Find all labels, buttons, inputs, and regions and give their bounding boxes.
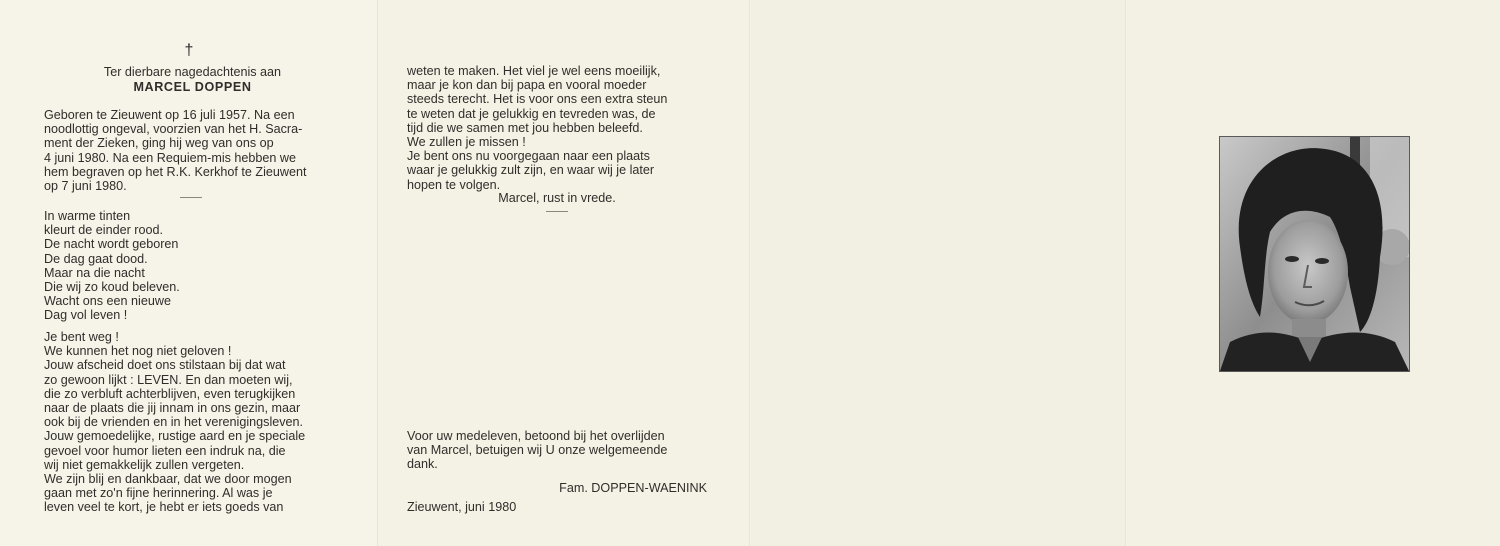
text-line: maar je kon dan bij papa en vooral moeder bbox=[407, 78, 647, 93]
cross-icon: † bbox=[184, 42, 194, 59]
text-line: naar de plaats die jij innam in ons gezin, maar bbox=[44, 401, 301, 416]
birth-text bbox=[44, 108, 344, 193]
text-line: steeds terecht. Het is voor ons een extra steun bbox=[407, 92, 668, 107]
text-line: hopen te volgen. bbox=[407, 177, 501, 192]
text-line: gevoel voor humor lieten een indruk na, die bbox=[44, 443, 286, 458]
poem-line: kleurt de einder rood. bbox=[44, 223, 164, 238]
fold-line bbox=[1125, 0, 1127, 546]
text-line: weten te maken. Het viel je wel eens moeilijk, bbox=[407, 64, 661, 78]
text-line: Geboren te Zieuwent op 16 juli 1957. Na een bbox=[44, 108, 295, 122]
text-line: wij niet gemakkelijk zullen vergeten. bbox=[44, 457, 245, 472]
text-line: noodlottig ongeval, voorzien van het H. Sacra- bbox=[44, 122, 303, 137]
text-line: dank. bbox=[407, 457, 438, 472]
farewell-text-continued bbox=[407, 64, 707, 192]
text-line: van Marcel, betuigen wij U onze welgemeende bbox=[407, 443, 668, 458]
poem-line: Die wij zo koud beleven. bbox=[44, 280, 180, 295]
text-line: Je bent ons nu voorgegaan naar een plaats bbox=[407, 149, 650, 164]
text-line: zo gewoon lijkt : LEVEN. En dan moeten wij, bbox=[44, 372, 293, 387]
poem-line: Maar na die nacht bbox=[44, 265, 145, 280]
text-line: gaan met zo'n fijne herinnering. Al was je bbox=[44, 486, 273, 501]
thanks-text bbox=[407, 429, 707, 472]
text-line: die zo verbluft achterblijven, even terugkijken bbox=[44, 386, 296, 401]
farewell-text bbox=[44, 330, 344, 515]
text-line: ook bij de vrienden en in het verenigingsleven. bbox=[44, 415, 304, 430]
text-line: ment der Zieken, ging hij weg van ons op bbox=[44, 136, 274, 151]
closing-line: Marcel, rust in vrede. bbox=[498, 191, 616, 205]
deceased-name: MARCEL DOPPEN bbox=[133, 80, 252, 94]
text-line: Jouw gemoedelijke, rustige aard en je speciale bbox=[44, 429, 306, 444]
text-line: 4 juni 1980. Na een Requiem-mis hebben we bbox=[44, 150, 297, 165]
family-signature: Fam. DOPPEN-WAENINK bbox=[559, 481, 707, 495]
text-line: We zullen je missen ! bbox=[407, 135, 526, 150]
fold-line bbox=[749, 0, 751, 546]
text-line: tijd die we samen met jou hebben beleefd. bbox=[407, 120, 643, 135]
poem-line: De nacht wordt geboren bbox=[44, 237, 179, 252]
poem-line: Dag vol leven ! bbox=[44, 308, 128, 323]
text-line: op 7 juni 1980. bbox=[44, 179, 127, 194]
place-date: Zieuwent, juni 1980 bbox=[407, 500, 517, 514]
portrait-photo bbox=[1220, 137, 1409, 371]
text-line: Je bent weg ! bbox=[44, 330, 119, 344]
text-line: Voor uw medeleven, betoond bij het overlijden bbox=[407, 429, 665, 443]
poem-line: De dag gaat dood. bbox=[44, 251, 148, 266]
text-line: waar je gelukkig zult zijn, en waar wij je later bbox=[407, 163, 655, 178]
text-line: We kunnen het nog niet geloven ! bbox=[44, 344, 232, 359]
divider bbox=[546, 211, 568, 212]
text-line: te weten dat je gelukkig en tevreden was, de bbox=[407, 106, 656, 121]
text-line: leven veel te kort, je hebt er iets goeds van bbox=[44, 500, 284, 515]
portrait-image bbox=[1220, 137, 1409, 371]
text-line: hem begraven op het R.K. Kerkhof te Zieuwent bbox=[44, 164, 307, 179]
poem bbox=[44, 209, 344, 323]
text-line: Jouw afscheid doet ons stilstaan bij dat wat bbox=[44, 358, 286, 373]
poem-line: Wacht ons een nieuwe bbox=[44, 294, 171, 309]
panel-blank bbox=[750, 0, 1126, 546]
divider bbox=[180, 197, 202, 198]
memorial-heading: Ter dierbare nagedachtenis aan bbox=[103, 65, 282, 79]
poem-line: In warme tinten bbox=[44, 209, 131, 223]
text-line: We zijn blij en dankbaar, dat we door mogen bbox=[44, 472, 292, 487]
